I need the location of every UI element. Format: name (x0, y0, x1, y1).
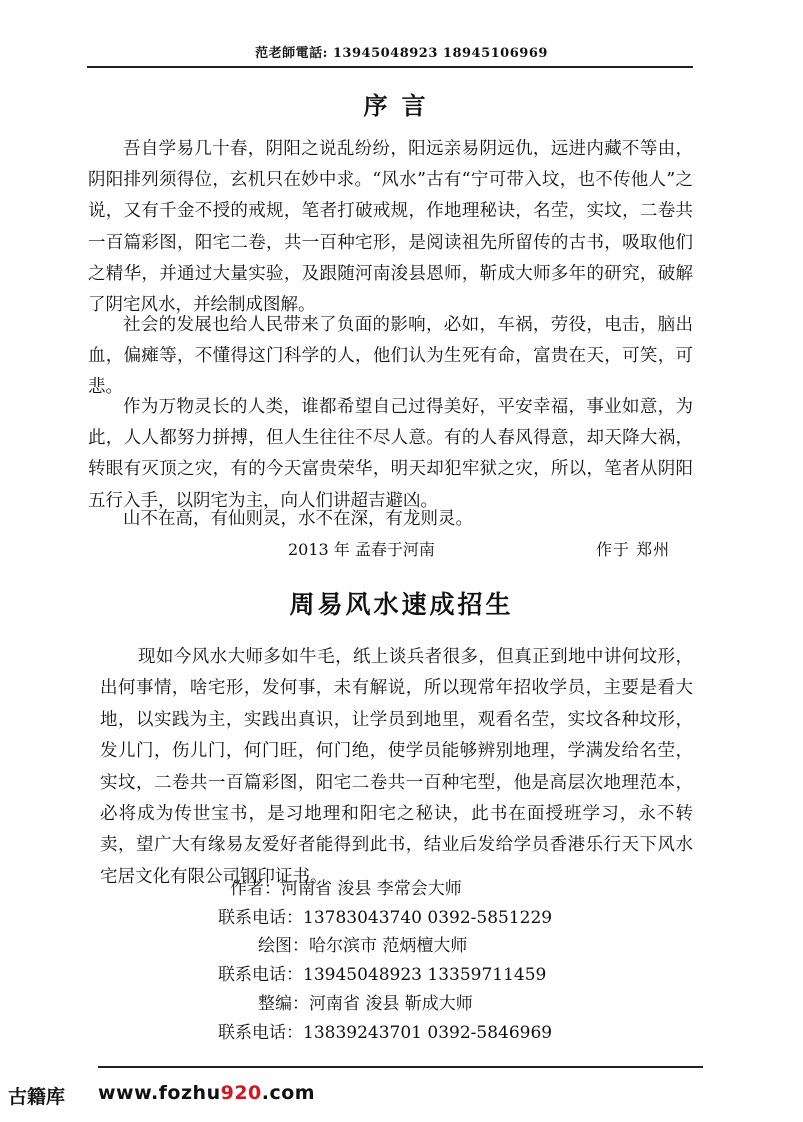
preface-paragraph-1: 吾自学易几十春，阴阳之说乱纷纷，阳远亲易阴远仇，远进内藏不等由，阴阳排列须得位，玄机只在妙中求。“风水”古有“宁可带入坟，也不传他人”之说，又有千金不授的戒规，笔者打破戒规，作地理秘诀，名茔，实坟，二卷共一百篇彩图，阳宅二卷，共一百种宅形，是阅读祖先所留传的古书，吸取他们之精华，并通过大量实验，及跟随河南浚县恩师，靳成大师多年的研究，破解了阴宅风水，并绘制成图解。 (88, 139, 693, 316)
site-name: 古籍库 (8, 1086, 66, 1108)
preface-place: 作于 郑州 (596, 540, 671, 559)
site-url-suffix: .com (261, 1082, 316, 1104)
header-contact: 范老師電話: 13945048923 18945106969 (255, 46, 548, 61)
enroll-paragraph: 现如今风水大师多如牛毛，纸上谈兵者很多，但真正到地中讲何坟形，出何事情，啥宅形，发何事，未有解说，所以现常年招收学员，主要是看大地，以实践为主，实践出真识，让学员到地里，观看名茔，实坟各种坟形，发儿门，伤儿门，何门旺，何门绝，使学员能够辨别地理，学满发给名茔，实坟，二卷共一百篇彩图，阳宅二卷共一百种宅型，他是高层次地理范本，必将成为传世宝书，是习地理和阳宅之秘诀，此书在面授班学习，永不转卖，望广大有缘易友爱好者能得到此书，结业后发给学员香港乐行天下风水宅居文化有限公司钢印证书。 (100, 647, 693, 887)
header-rule (87, 66, 693, 68)
preface-paragraph-4: 山不在高，有仙则灵，水不在深，有龙则灵。 (123, 509, 473, 529)
preface-date: 2013 年 孟春于河南 (288, 540, 435, 559)
footer-rule (98, 1066, 703, 1068)
site-url[interactable] (98, 1082, 315, 1104)
contact-illustrator: 绘图：哈尔滨市 范炳檀大师 (258, 936, 468, 956)
preface-title: 序言 (363, 91, 440, 120)
enroll-title: 周易风水速成招生 (289, 590, 514, 619)
site-url-prefix: www.fozhu (98, 1082, 221, 1104)
preface-paragraph-3: 作为万物灵长的人类，谁都希望自己过得美好，平安幸福，事业如意，为此，人人都努力拼搏，但人生往往不尽人意。有的人春风得意，却天降大祸，转眼有灭顶之灾，有的今天富贵荣华，明天却犯牢狱之灾，所以，笔者从阴阳五行入手，以阴宅为主，向人们讲超吉避凶。 (88, 397, 693, 511)
contact-editor: 整编：河南省 浚县 靳成大师 (258, 994, 473, 1014)
contact-editor-phone: 联系电话：13839243701 0392-5846969 (218, 1023, 553, 1043)
site-url-number: 920 (220, 1082, 262, 1104)
contact-author: 作者：河南省 浚县 李常会大师 (230, 879, 462, 899)
preface-paragraph-2: 社会的发展也给人民带来了负面的影响，必如，车祸，劳役，电击，脑出血，偏瘫等，不懂得这门科学的人，他们认为生死有命，富贵在天，可笑，可悲。 (88, 315, 693, 398)
contact-author-phone: 联系电话：13783043740 0392-5851229 (218, 908, 553, 928)
contact-illustrator-phone: 联系电话：13945048923 13359711459 (218, 965, 547, 985)
